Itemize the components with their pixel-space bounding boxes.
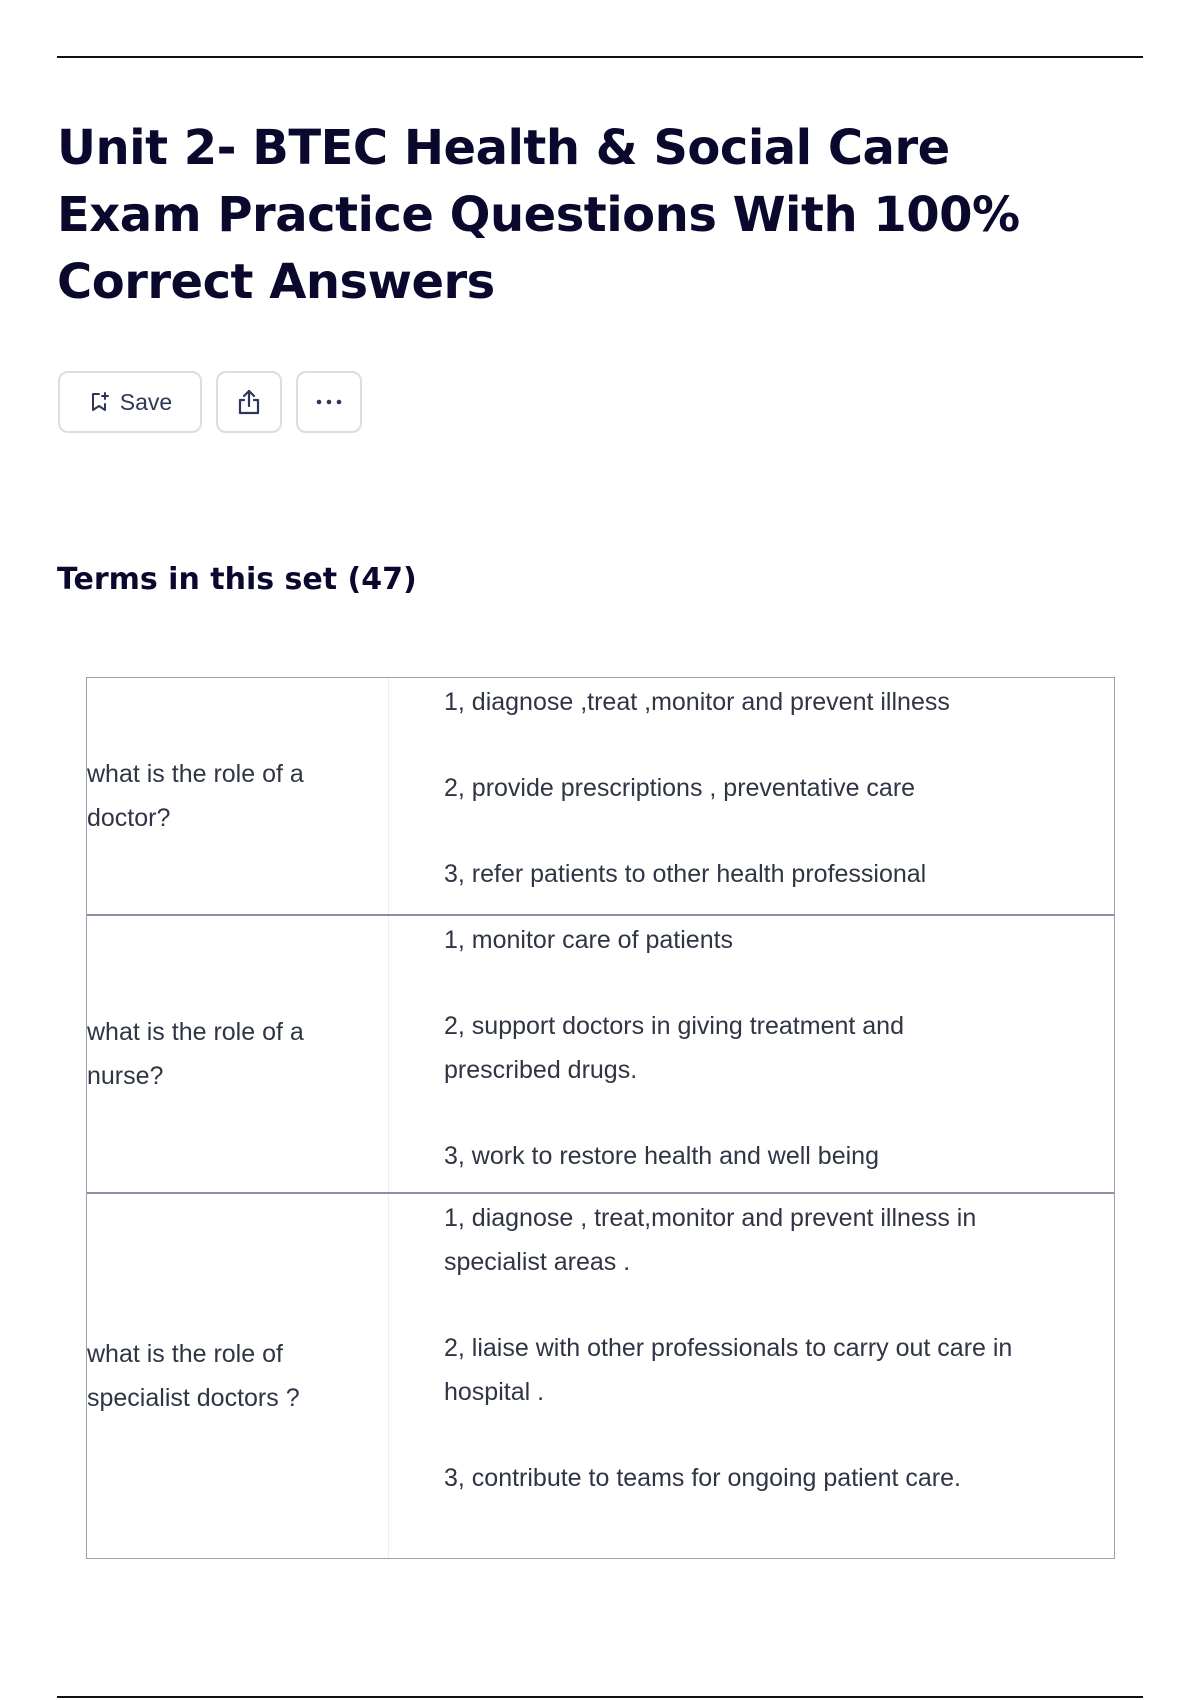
- term-card: [87, 1192, 1114, 1558]
- save-button[interactable]: [58, 371, 202, 433]
- definition-line: 2, liaise with other professionals to carry out care in hospital .: [444, 1334, 1013, 1406]
- save-label: Save: [119, 388, 173, 415]
- term-card: [87, 914, 1114, 1192]
- definition: [389, 678, 1114, 914]
- page-title: Unit 2- BTEC Health & Social Care Exam Practice Questions With 100% Correct Answers: [57, 120, 1020, 310]
- terms-heading: Terms in this set (47): [57, 562, 417, 597]
- definition-line: 1, diagnose ,treat ,monitor and prevent illness: [444, 688, 950, 716]
- more-horizontal-icon: [314, 398, 344, 406]
- definition-line: 3, refer patients to other health professional: [444, 860, 927, 888]
- definition-line: 1, diagnose , treat,monitor and prevent illness in specialist areas .: [444, 1204, 977, 1276]
- more-options-button[interactable]: [296, 371, 362, 433]
- action-bar: [58, 371, 362, 437]
- term-text: what is the role of a nurse?: [87, 916, 389, 1192]
- terms-list: [86, 677, 1115, 1559]
- share-button[interactable]: [216, 371, 282, 433]
- definition-line: 1, monitor care of patients: [444, 926, 734, 954]
- bookmark-add-icon: [88, 391, 110, 413]
- bottom-divider: [57, 1696, 1143, 1698]
- definition: [389, 916, 1114, 1192]
- top-divider: [57, 56, 1143, 58]
- definition-line: 2, support doctors in giving treatment and prescribed drugs.: [444, 1012, 904, 1084]
- term-card: [87, 678, 1114, 914]
- definition-line: 3, work to restore health and well being: [444, 1142, 879, 1170]
- term-text: what is the role of specialist doctors ?: [87, 1194, 389, 1558]
- share-icon: [234, 387, 264, 417]
- definition-line: 3, contribute to teams for ongoing patient care.: [444, 1464, 961, 1492]
- term-text: what is the role of a doctor?: [87, 678, 389, 914]
- definition: [389, 1194, 1114, 1558]
- definition-line: 2, provide prescriptions , preventative care: [444, 774, 916, 802]
